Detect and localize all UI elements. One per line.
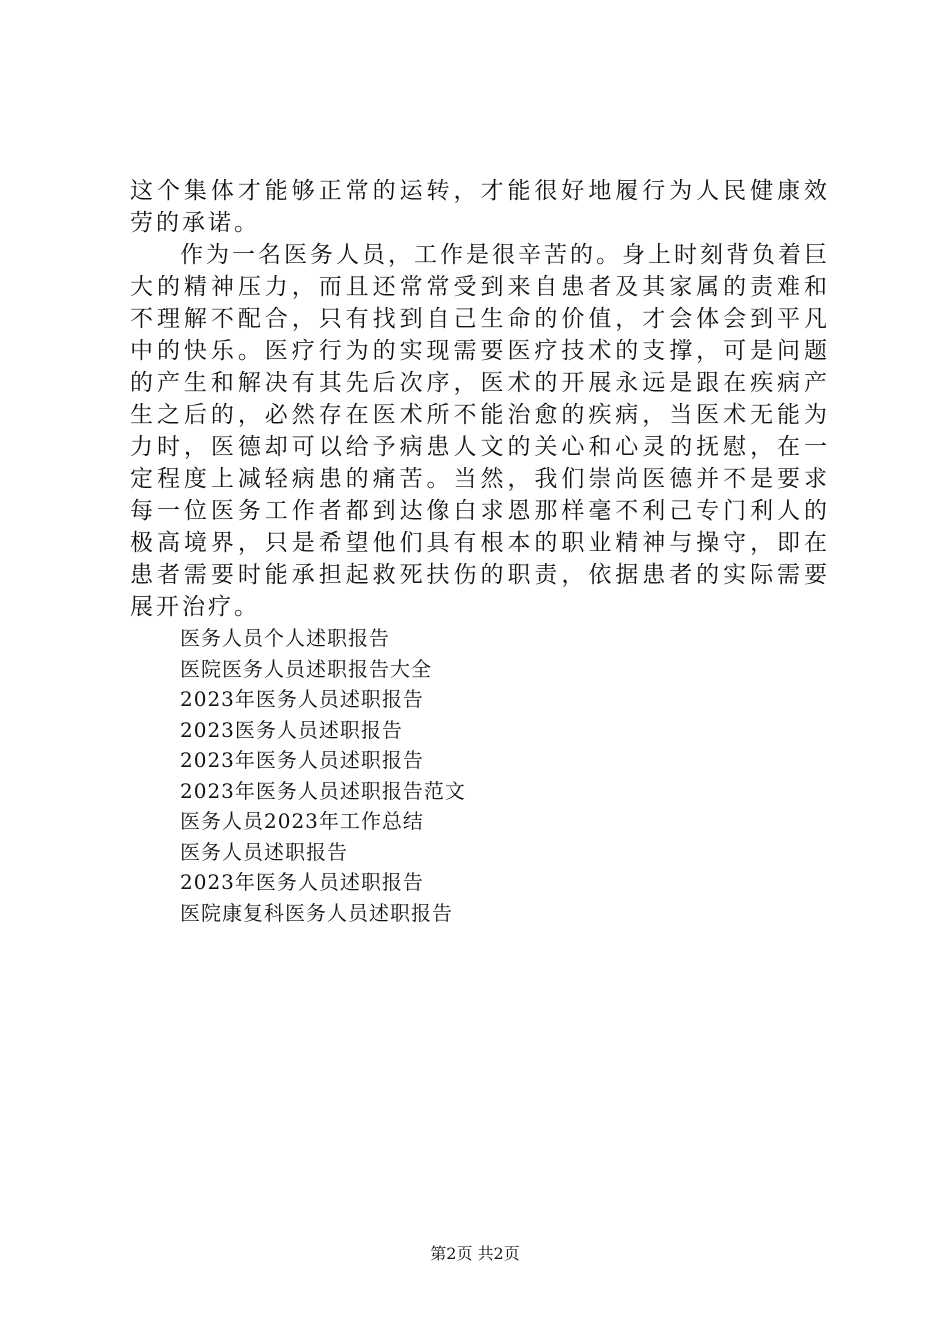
related-links-list: [130, 623, 830, 928]
related-link[interactable]: 2023年医务人员述职报告: [180, 687, 424, 711]
related-link[interactable]: 2023年医务人员述职报告: [180, 870, 424, 894]
page-number-footer: 第2页 共2页: [430, 1244, 520, 1263]
related-link[interactable]: 2023医务人员述职报告: [180, 717, 403, 742]
related-link[interactable]: 医务人员述职报告: [180, 839, 348, 864]
related-link[interactable]: 医院康复科医务人员述职报告: [180, 900, 453, 925]
related-link[interactable]: 2023年医务人员述职报告: [180, 748, 424, 772]
related-link[interactable]: 医院医务人员述职报告大全: [180, 656, 432, 681]
related-link[interactable]: 医务人员个人述职报告: [180, 626, 390, 650]
related-link[interactable]: 2023年医务人员述职报告范文: [180, 778, 466, 803]
paragraph-main: 作为一名医务人员，工作是很辛苦的。身上时刻背负着巨大的精神压力，而且还常常受到来自患者及其家属的责难和不理解不配合，只有找到自己生命的价值，才会体会到平凡中的快乐。医疗行为的实现需要医疗技术的支撑，可是问题的产生和解决有其先后次序，医术的开展永远是跟在疾病产生之后的，必然存在医术所不能治愈的疾病，当医术无能为力时，医德却可以给予病患人文的关心和心灵的抚慰，在一定程度上减轻病患的痛苦。当然，我们崇尚医德并不是要求每一位医务工作者都到达像白求恩那样毫不利己专门利人的极高境界，只是希望他们具有根本的职业精神与操守，即在患者需要时能承担起救死扶伤的职责，依据患者的实际需要展开治疗。: [130, 242, 830, 620]
paragraph-continuation: 这个集体才能够正常的运转，才能很好地履行为人民健康效劳的承诺。: [130, 178, 830, 236]
related-link[interactable]: 医务人员2023年工作总结: [180, 809, 424, 833]
document-body: [130, 175, 830, 928]
